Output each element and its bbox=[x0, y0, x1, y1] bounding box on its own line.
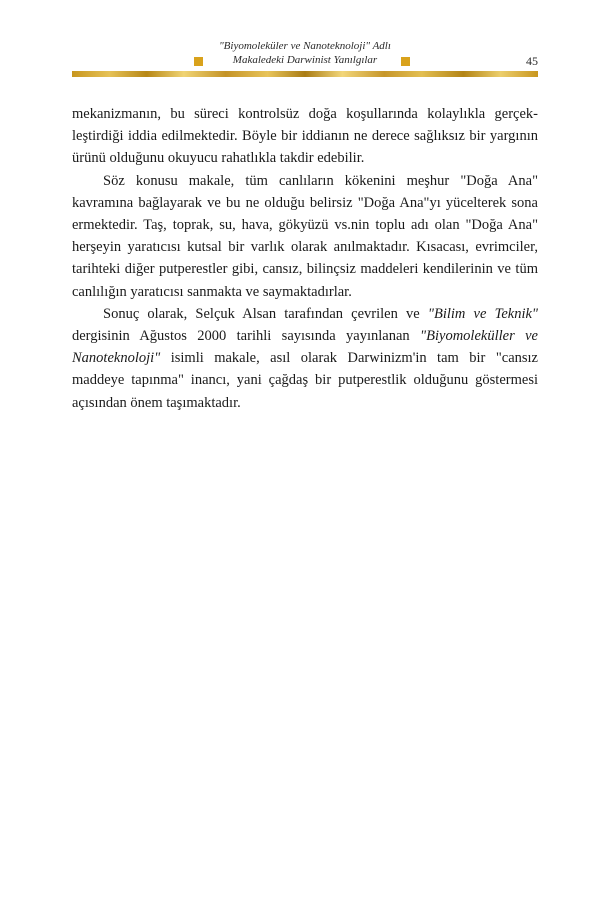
paragraph-1: mekanizmanın, bu süreci kontrolsüz doğa koşullarında kolaylıkla gerçekleştirdiği iddia edilmektedir. Böyle bir iddianın ne derece sağlıksız bir yargının ürünü olduğunu okuyucu rahatlıkla takdir edebilir. bbox=[72, 106, 538, 167]
page-number: 45 bbox=[526, 54, 538, 68]
header-decorative-rule bbox=[72, 71, 538, 77]
magazine-title: "Bilim ve Teknik" bbox=[427, 305, 538, 322]
paragraph-3-text-2: dergisinin Ağustos 2000 tarihli sayısında yayınlanan bbox=[72, 328, 421, 345]
body-text bbox=[72, 103, 538, 414]
header-title-line-2: Makaledeki Darwinist Yanılgılar bbox=[232, 54, 378, 66]
paragraph-3-text-1: Sonuç olarak, Selçuk Alsan tarafından çevrilen ve bbox=[103, 305, 428, 322]
paragraph-3 bbox=[72, 303, 538, 414]
header-ornament-square-right bbox=[401, 57, 410, 66]
paragraph-2: Söz konusu makale, tüm canlıların kökenini meşhur "Doğa Ana" kavramına bağlayarak ve bu ne olduğu belirsiz "Doğa Ana"yı yücelterek sona ermektedir. Taş, toprak, su, hava, gökyüzü vs.nin toplu adı olan "Doğa Ana" herşeyin yaratıcısı kutsal bir varlık olarak anılmaktadır. Kısacası, evrimciler, tarihteki diğer putperestler gibi, cansız, bilinçsiz maddeleri kendilerinin ve tüm canlılığın yaratıcısı sanmakta ve saymaktadırlar. bbox=[72, 172, 538, 300]
article-title: "Biyomoleküller ve Nanoteknoloji" bbox=[72, 328, 538, 367]
header-title-line-1: "Biyomoleküler ve Nanoteknoloji" Adlı bbox=[219, 40, 391, 52]
header-ornament-square-left bbox=[194, 57, 203, 66]
paragraph-3-text-3: isimli makale, asıl olarak Darwinizm'in tam bir "cansız maddeye tapınma" inancı, yani çağdaş bir putperestlik olduğunu göstermesi açısından önem taşımaktadır. bbox=[72, 350, 538, 411]
